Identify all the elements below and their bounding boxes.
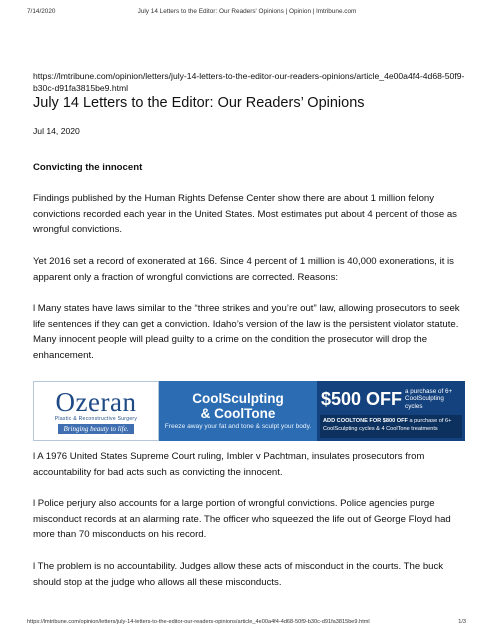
- article-url[interactable]: https://lmtribune.com/opinion/letters/july-14-letters-to-the-editor-our-readers-opinions/article_4e00a4f4-4d68-50f9-b30c-d91fa3815be9.html: [33, 71, 465, 93]
- ad-headline-1: CoolSculpting: [192, 391, 284, 406]
- paragraph: Findings published by the Human Rights Defense Center show there are about 1 million felony convictions recorded each year in the United States. Most estimates put about 4 percent of those as wrongful convictions.: [33, 193, 457, 236]
- ad-offer-panel: [317, 381, 465, 441]
- print-date: 7/14/2020: [27, 8, 56, 15]
- paragraph: l A 1976 United States Supreme Court ruling, Imbler v Pachtman, insulates prosecutors from accountability for bad acts such as convicting the innocent.: [33, 451, 425, 478]
- article-title: July 14 Letters to the Editor: Our Readers’ Opinions: [33, 95, 365, 111]
- ad-brand-name: Ozeran: [55, 387, 137, 417]
- ad-coolsculpting-panel: [159, 381, 317, 441]
- paragraph: l Police perjury also accounts for a large portion of wrongful convictions. Police agencies purge misconduct records at an alarming rate. The officer who squeezed the life out of George Floyd had more than 70 misconducts on his record.: [33, 498, 451, 541]
- ad-headline-2: & CoolTone: [200, 406, 276, 421]
- ad-offer-addon: [320, 415, 462, 438]
- section-heading: Convicting the innocent: [33, 162, 143, 173]
- advertisement-banner[interactable]: [33, 381, 465, 441]
- paragraph: l The problem is no accountability. Judges allow these acts of misconduct in the courts. The buck should stop at the judge who allows all these misconducts.: [33, 561, 444, 588]
- ad-addon-text: a purchase of 6+ CoolSculpting cycles & 4 CoolTone treatments: [323, 418, 452, 432]
- ad-description: Freeze away your fat and tone & sculpt your body.: [164, 423, 312, 430]
- paragraph: l Many states have laws similar to the “three strikes and you’re out” law, allowing prosecutors to seek life sentences if they can get a conviction. Idaho’s version of the law is the persistent violator statute. Many innocent people will plead guilty to a crime on the condition the prosecutor will drop the enhancement.: [33, 303, 460, 361]
- ad-addon-bold: ADD COOLTONE FOR $800 OFF: [323, 418, 408, 424]
- print-footer-url: https://lmtribune.com/opinion/letters/july-14-letters-to-the-editor-our-readers-opinions/article_4e00a4f4-4d68-50f9-b30c-d91fa3815be9.html: [27, 619, 370, 625]
- paragraph: Yet 2016 set a record of exonerated at 166. Since 4 percent of 1 million is 40,000 exonerations, it is apparent only a fraction of wrongful convictions are corrected. Reasons:: [33, 256, 454, 283]
- ad-logo: [33, 381, 159, 441]
- page-number: 1/3: [458, 619, 466, 625]
- article-date: Jul 14, 2020: [33, 126, 80, 136]
- print-page-title: July 14 Letters to the Editor: Our Readers' Opinions | Opinion | lmtribune.com: [137, 8, 357, 15]
- ad-offer-amount: $500 OFF: [321, 388, 403, 409]
- ad-brand-subtitle: Plastic & Reconstructive Surgery: [54, 416, 138, 422]
- ad-tagline: Bringing beauty to life.: [58, 424, 135, 434]
- ad-offer-detail: a purchase of 6+ CoolSculpting cycles: [405, 387, 453, 410]
